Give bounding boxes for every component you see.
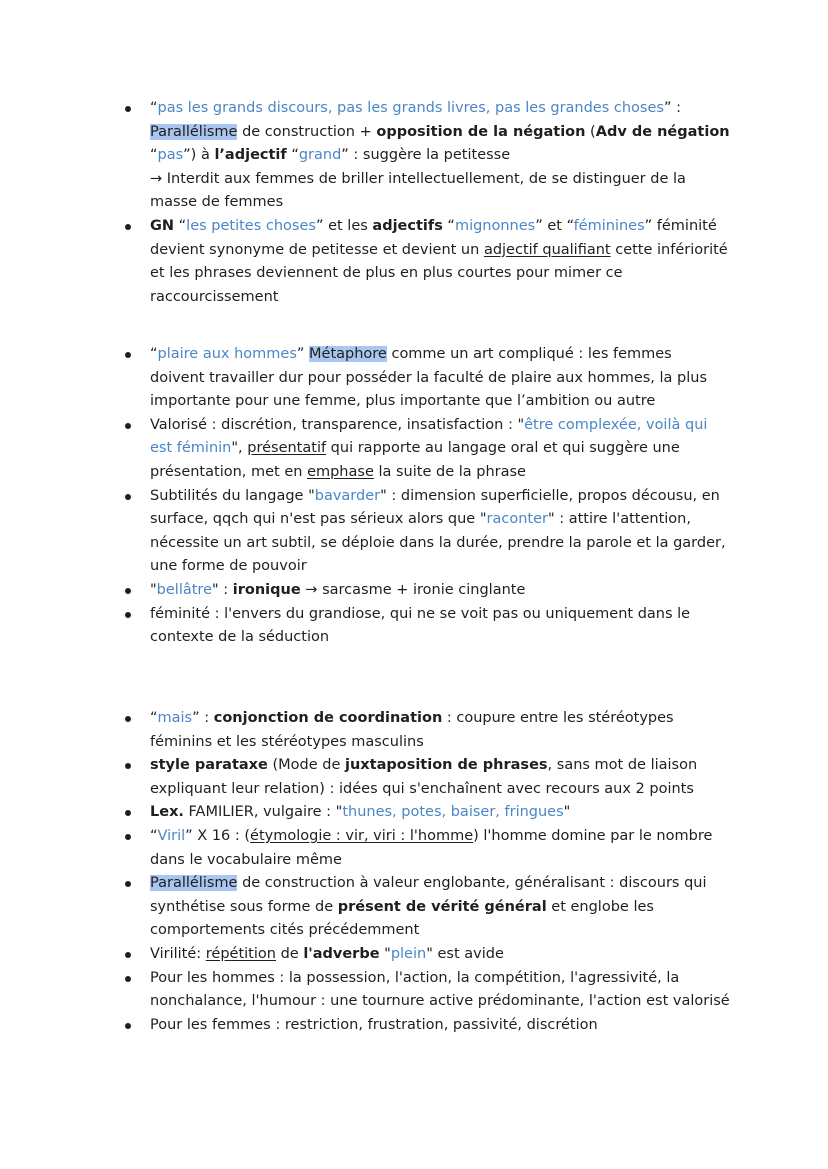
bold-term: ironique [232,581,301,598]
list-item: “Viril” X 16 : (étymologie : vir, viri : l'homme) l'homme domine par le nombre dans le vocabulaire même [150,825,730,872]
text: “ [174,217,187,234]
text: " : [212,581,233,598]
text: Pour les femmes : restriction, frustration, passivité, discrétion [150,1016,598,1033]
bold-term: adjectifs [372,217,443,234]
quote-text: grand [298,147,342,164]
list-item [150,1014,730,1038]
quote-text: pas les grands discours, pas les grands livres, pas les grandes choses [157,100,664,116]
text: → sarcasme + ironie cinglante [300,581,526,598]
quote-text: raconter [486,511,548,528]
text: " [379,945,391,962]
underlined-term: emphase [307,463,374,480]
text: “ [150,147,158,164]
text: qui rapporte au langage oral et qui suggère une présentation, met en [150,440,680,480]
text: ” et “ [535,217,574,234]
list-item [150,801,730,825]
quote-text: bellâtre [156,581,212,598]
text: ) l'homme domine par le nombre dans le vocabulaire même [150,827,713,868]
quote-text: mignonnes [454,217,536,234]
text: la suite de la phrase [373,463,526,480]
text: comme un art compliqué : les femmes doivent travailler dur pour posséder la faculté de plaire aux hommes, la plus importante pour une femme, plus importante que l’ambition ou autre [150,346,708,410]
quote-text: plein [390,945,427,962]
text: : coupure entre les stéréotypes féminins et les stéréotypes masculins [150,710,674,750]
list-item [150,215,730,309]
list-item: “pas les grands discours, pas les grands livres, pas les grandes choses” : Parallélisme de construction + opposition de la négation (Adv de négation “pas”) à l’adjectif “grand” : suggère la petitesse → Interdit aux femmes de briller intellectuellement, de se distinguer de la masse de femmes [150,97,730,215]
text: et englobe les comportements cités précédemment [150,898,654,939]
text: Valorisé : discrétion, transparence, insatisfaction : " [150,416,525,433]
list-item: “mais” : conjonction de coordination : coupure entre les stéréotypes féminins et les stéréotypes masculins [150,707,730,754]
quote-text: être complexée, voilà qui est féminin [150,416,708,457]
underlined-term: présentatif [247,440,327,457]
list-item [150,967,730,1014]
bullet-list-section-3 [150,707,730,1037]
text: " : attire l'attention, nécessite un art subtil, se déploie dans la durée, prendre la parole et la garder, une forme de pouvoir [150,511,726,575]
text: ” X 16 : ( [185,827,251,844]
text: (Mode de [267,757,345,774]
bold-term: juxtaposition de phrases [345,757,548,774]
text: " : dimension superficielle, propos décousu, en surface, qqch qui n'est pas sérieux alors que " [150,487,720,528]
quote-text: thunes, potes, baiser, fringues [342,804,564,821]
text: de construction + [237,123,377,140]
bold-term: l’adjectif [214,147,287,164]
quote-text: bavarder [314,487,381,504]
bold-term: GN [150,217,175,234]
bold-term: conjonction de coordination [213,710,443,726]
list-item [150,603,730,650]
bold-term: l'adverbe [303,945,380,962]
bold-term: Adv de négation [595,123,730,140]
highlighted-term: Parallélisme [150,875,238,892]
bullet-list-section-1 [150,97,730,309]
bold-term: style parataxe [150,757,268,774]
text: “ [442,217,455,234]
quote-text: féminines [573,217,645,234]
text: ”) à [183,147,215,164]
list-item [150,414,730,485]
text: Pour les hommes : la possession, l'action, la compétition, l'agressivité, la nonchalance, l'humour : une tournure active prédominante, l'action est valorisé [150,969,730,1010]
list-item [150,754,730,801]
quote-text: pas [157,147,184,164]
text: → Interdit aux femmes de briller intellectuellement, de se distinguer de la masse de femmes [150,170,686,211]
quote-text: mais [157,710,193,726]
quote-text: les petites choses [186,217,316,234]
text: ( [585,123,596,140]
text: " est avide [426,945,504,962]
text: Virilité: [150,945,206,962]
text: féminité : l'envers du grandiose, qui ne se voit pas ou uniquement dans le contexte de la séduction [150,605,691,646]
bold-term: opposition de la négation [376,123,586,140]
list-item: “plaire aux hommes” Métaphore comme un art compliqué : les femmes doivent travailler dur pour posséder la faculté de plaire aux hommes, la plus importante pour une femme, plus importante que l’ambition ou autre [150,343,730,414]
underlined-term: étymologie : vir, viri : l'homme [250,827,474,844]
text: ” : [192,710,214,726]
bold-term: Lex. [150,804,184,821]
text: ” : suggère la petitesse [341,147,511,164]
list-item [150,485,730,579]
quote-text: plaire aux hommes [157,346,297,362]
list-item [150,943,730,967]
text: de construction à valeur englobante, généralisant : discours qui synthétise sous forme de [150,875,707,915]
text: “ [286,147,299,164]
highlighted-term: Métaphore [309,346,387,362]
bold-term: présent de vérité général [337,898,547,915]
text: ” féminité devient synonyme de petitesse et devient un [150,217,717,258]
text: " [563,804,571,821]
bullet-list-section-2 [150,343,730,650]
underlined-term: répétition [205,945,276,962]
list-item: "bellâtre" : ironique → sarcasme + ironie cinglante [150,579,730,603]
text: , sans mot de liaison expliquant leur relation) : idées qui s'enchaînent avec recours aux 2 points [150,757,698,797]
text: FAMILIER, vulgaire : " [183,804,343,821]
text: ", [231,440,248,457]
quote-text: Viril [157,827,186,844]
text: : [676,100,681,116]
text: Subtilités du langage " [150,487,315,504]
text: cette infériorité et les phrases deviennent de plus en plus courtes pour mimer ce raccourcissement [150,241,728,305]
text: ” et les [315,217,373,234]
list-item [150,872,730,943]
underlined-term: adjectif qualifiant [483,241,611,258]
highlighted-term: Parallélisme [150,123,238,140]
text: de [275,945,304,962]
